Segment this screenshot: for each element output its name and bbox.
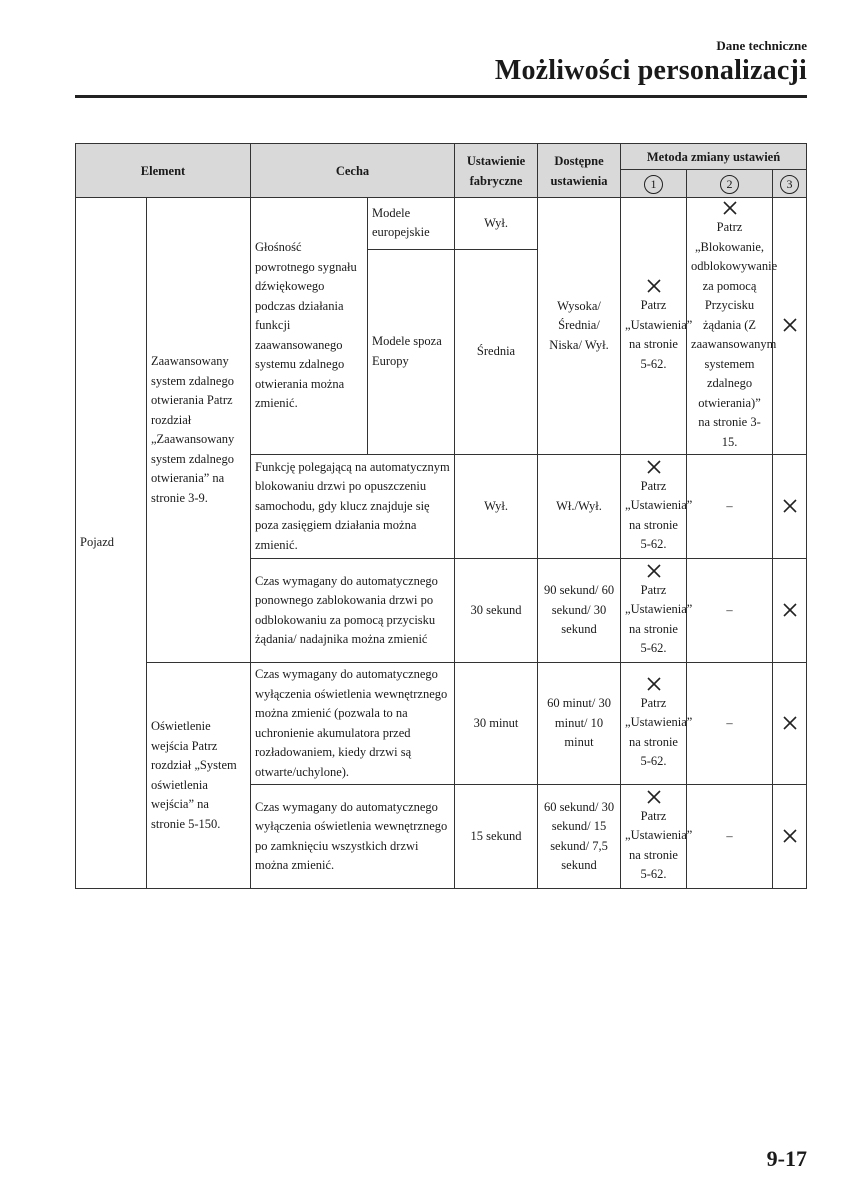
x-mark-icon xyxy=(646,563,662,579)
feature-cell: Głośność powrotnego sygnału dźwiękowego podczas działania funkcji zaawansowanego systemu zdalnego otwierania można zmienić. xyxy=(251,198,368,455)
method-1-cell xyxy=(621,663,693,785)
x-mark-icon xyxy=(646,459,662,475)
available-cell: 60 minut/ 30 minut/ 10 minut xyxy=(538,663,621,785)
method-2-cell: – xyxy=(687,455,773,559)
available-cell: 90 sekund/ 60 sekund/ 30 sekund xyxy=(538,559,621,663)
available-cell: Wł./Wył. xyxy=(538,455,621,559)
method-col-1 xyxy=(621,170,687,198)
circled-number-1: 1 xyxy=(644,175,663,194)
available-cell: Wysoka/ Średnia/ Niska/ Wył. xyxy=(538,198,621,455)
factory-cell: 30 sekund xyxy=(455,559,538,663)
x-mark-icon xyxy=(782,498,798,514)
method-1-cell xyxy=(621,198,693,455)
feature-cell: Czas wymagany do automatycznego wyłączenia oświetlenia wewnętrznego po zamknięciu wszystkich drzwi można zmienić. xyxy=(251,785,455,889)
method-1-text: Patrz „Ustawienia” na stronie 5-62. xyxy=(625,298,693,371)
method-1-text: Patrz „Ustawienia” na stronie 5-62. xyxy=(625,695,693,768)
x-mark-icon xyxy=(722,200,738,216)
section-title: Dane techniczne xyxy=(716,38,807,53)
feature-cell: Czas wymagany do automatycznego ponownego zablokowania drzwi po odblokowaniu za pomocą przycisku żądania/ nadajnika można zmienić xyxy=(251,559,455,663)
header-method: Metoda zmiany ustawień xyxy=(621,144,807,170)
group-name: Zaawansowany system zdalnego otwierania Patrz rozdział „Zaawansowany system zdalnego otwierania” na stronie 3-9. xyxy=(147,198,251,663)
customization-table xyxy=(75,143,807,889)
method-3-cell xyxy=(773,455,807,559)
method-3-cell xyxy=(773,663,807,785)
x-mark-icon xyxy=(646,278,662,294)
available-cell: 60 sekund/ 30 sekund/ 15 sekund/ 7,5 sekund xyxy=(538,785,621,889)
x-mark-icon xyxy=(782,715,798,731)
factory-cell: Średnia xyxy=(455,249,538,454)
x-mark-icon xyxy=(782,828,798,844)
header-cecha: Cecha xyxy=(251,144,455,198)
method-3-cell xyxy=(773,559,807,663)
circled-number-2: 2 xyxy=(720,175,739,194)
method-2-cell: – xyxy=(687,785,773,889)
header-available: Dostępne ustawienia xyxy=(538,144,621,198)
method-1-cell xyxy=(621,455,693,559)
x-mark-icon xyxy=(782,317,798,333)
method-1-cell xyxy=(621,785,693,889)
factory-cell: 30 minut xyxy=(455,663,538,785)
method-col-2 xyxy=(687,170,773,198)
x-mark-icon xyxy=(782,602,798,618)
x-mark-icon xyxy=(646,789,662,805)
method-1-text: Patrz „Ustawienia” na stronie 5-62. xyxy=(625,478,693,551)
element-cell: Pojazd xyxy=(76,198,147,889)
method-1-text: Patrz „Ustawienia” na stronie 5-62. xyxy=(625,582,693,655)
method-col-3 xyxy=(773,170,807,198)
header-factory: Ustawienie fabryczne xyxy=(455,144,538,198)
header-rule xyxy=(75,95,807,98)
factory-cell: 15 sekund xyxy=(455,785,538,889)
factory-cell: Wył. xyxy=(455,455,538,559)
method-2-cell: – xyxy=(687,663,773,785)
method-1-cell xyxy=(621,559,693,663)
x-mark-icon xyxy=(646,676,662,692)
feature-cell: Funkcję polegającą na automatycznym blokowaniu drzwi po opuszczeniu samochodu, gdy klucz znajduje się poza zasięgiem działania można zmienić. xyxy=(251,455,455,559)
method-2-text: Patrz „Blokowanie, odblokowywanie za pomocą Przycisku żądania (Z zaawansowanym systemem zdalnego otwierania)” na stronie 3-15. xyxy=(691,220,778,449)
market-cell: Modele spoza Europy xyxy=(368,249,455,454)
feature-cell: Czas wymagany do automatycznego wyłączenia oświetlenia wewnętrznego można zmienić (pozwala to na uchronienie akumulatora przed rozładowaniem, kiedy drzwi są otwarte/uchylone). xyxy=(251,663,455,785)
method-2-cell: – xyxy=(687,559,773,663)
method-1-text: Patrz „Ustawienia” na stronie 5-62. xyxy=(625,808,693,881)
page-number: 9-17 xyxy=(766,1146,807,1171)
method-3-cell xyxy=(773,198,807,455)
market-cell: Modele europejskie xyxy=(368,198,455,250)
circled-number-3: 3 xyxy=(780,175,799,194)
factory-cell: Wył. xyxy=(455,198,538,250)
group-name: Oświetlenie wejścia Patrz rozdział „System oświetlenia wejścia” na stronie 5-150. xyxy=(147,663,251,889)
method-2-cell xyxy=(687,198,778,455)
header-element: Element xyxy=(76,144,251,198)
method-3-cell xyxy=(773,785,807,889)
page-title: Możliwości personalizacji xyxy=(494,55,807,86)
